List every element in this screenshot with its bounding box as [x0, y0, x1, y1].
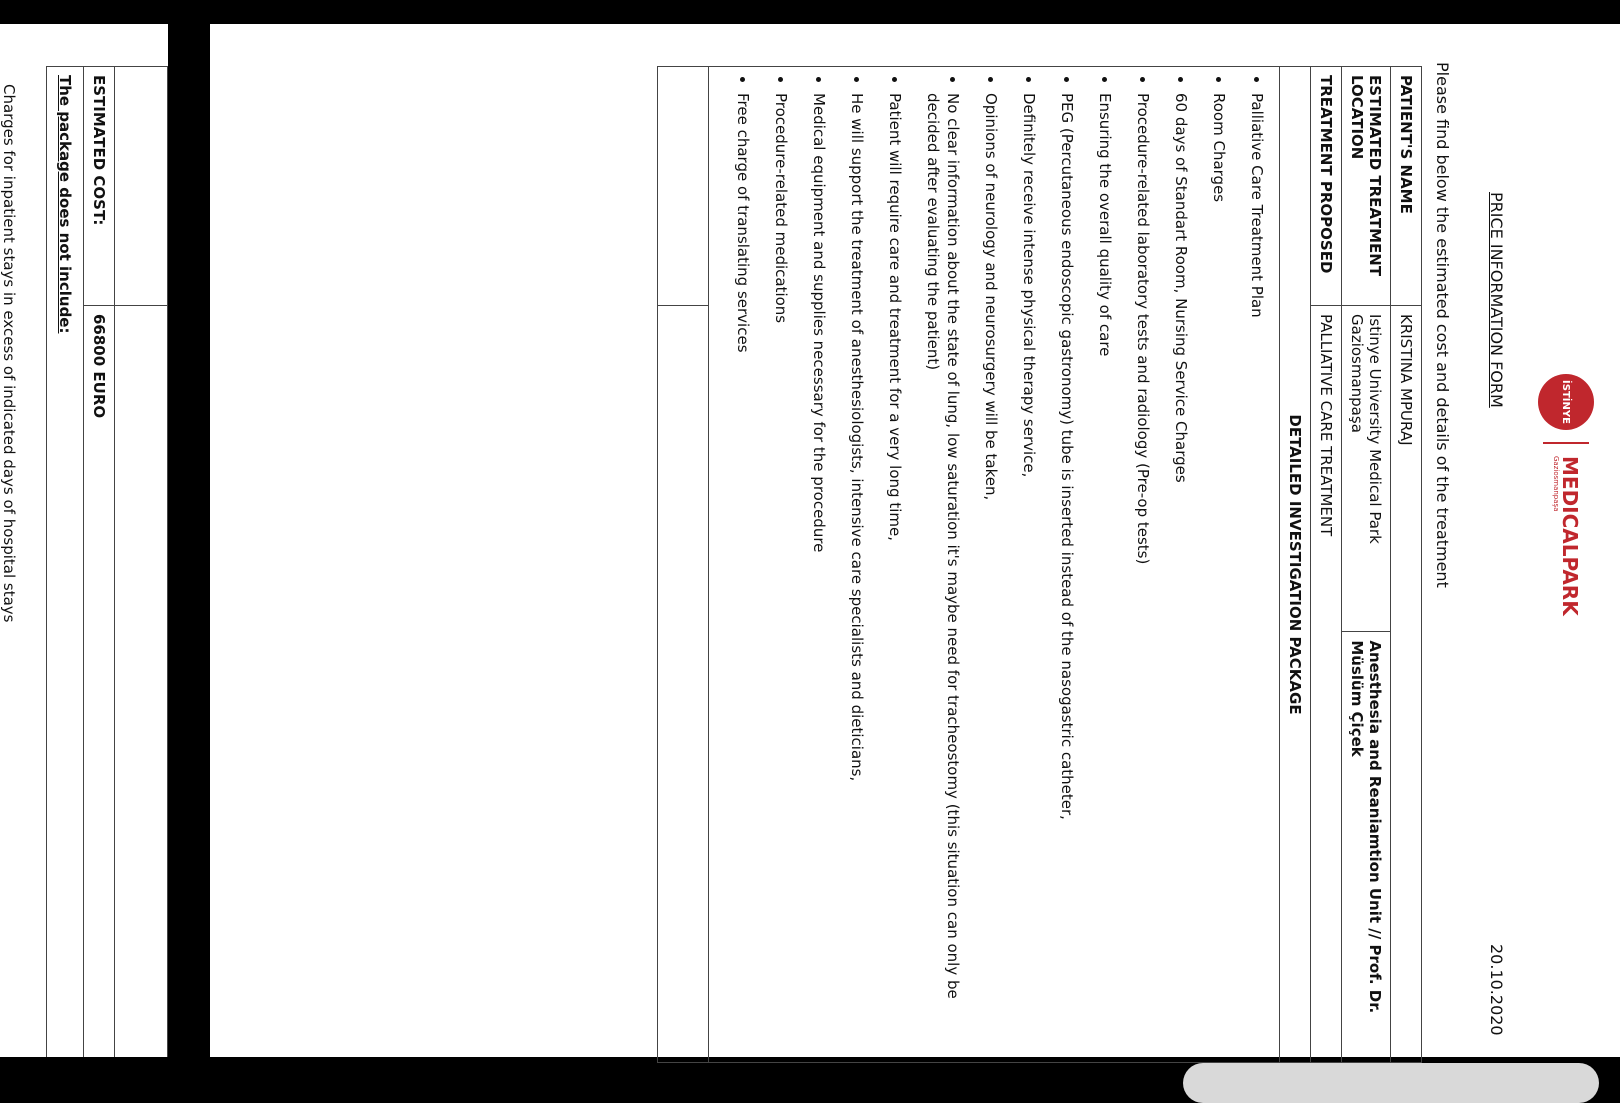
exclusions-title: The package does not include:: [56, 75, 74, 334]
document-page-1: [210, 24, 1620, 1057]
estimated-cost-value: 66800 EURO: [84, 306, 115, 1058]
package-items-cell: [709, 67, 1280, 1063]
package-item: • Procedure-related medications: [771, 93, 791, 1054]
intro-text: Please find below the estimated cost and details of the treatment: [1433, 62, 1452, 588]
package-item: • Procedure-related laboratory tests and radiology (Pre-op tests): [1133, 93, 1153, 1054]
form-title: PRICE INFORMATION FORM: [1487, 192, 1506, 408]
page-2-content: [0, 24, 168, 1057]
page-1-content: [210, 24, 1620, 1057]
package-item: • Free charge of translating services: [733, 93, 753, 1054]
patient-name-value: KRISTINA MPURAJ: [1391, 306, 1422, 1063]
treatment-label: TREATMENT PROPOSED: [1311, 67, 1342, 306]
package-item: • He will support the treatment of anesthesiologists, intensive care specialists and dieticians,: [847, 93, 867, 1054]
brand-subtitle: Gaziosmanpaşa: [1552, 456, 1560, 512]
package-item: • Opinions of neurology and neurosurgery will be taken,: [981, 93, 1001, 1054]
unit-value: Anesthesia and Reaniamtion Unit // Prof. Dr. Müslüm Çiçek: [1342, 632, 1391, 1063]
package-item: • Palliative Care Treatment Plan: [1247, 93, 1267, 1054]
location-label: ESTIMATED TREATMENT LOCATION: [1342, 67, 1391, 306]
package-item: • PEG (Percutaneous endoscopic gastronomy) tube is inserted instead of the nasogastric catheter,: [1057, 93, 1077, 1054]
treatment-row: [1311, 67, 1342, 1063]
form-date: 20.10.2020: [1487, 944, 1506, 1036]
package-item: • Ensuring the overall quality of care: [1095, 93, 1115, 1054]
exclusions-cell: [47, 67, 84, 1058]
patient-name-label: PATIENT'S NAME: [1391, 67, 1422, 306]
exclusion-item: Charges for inpatient stays in excess of indicated days of hospital stays: [0, 84, 18, 623]
treatment-value: PALLIATIVE CARE TREATMENT: [1311, 306, 1342, 1063]
cost-table: [46, 66, 168, 1057]
location-row: [1342, 67, 1391, 1063]
patient-row: [1391, 67, 1422, 1063]
package-item: • 60 days of Standart Room, Nursing Service Charges: [1171, 93, 1191, 1054]
empty-cell: [658, 67, 709, 306]
package-item: • Room Charges: [1209, 93, 1229, 1054]
exclusions-row: [47, 67, 84, 1058]
brand-name: MEDICALPARK: [1558, 456, 1582, 616]
estimated-cost-label: ESTIMATED COST:: [84, 67, 115, 306]
package-items-list: [733, 93, 1267, 1054]
logo-divider: [1543, 442, 1589, 444]
scroll-handle[interactable]: [1183, 1063, 1599, 1103]
empty-cell: [115, 67, 168, 306]
cost-spacer-row: [115, 67, 168, 1058]
package-title: DETAILED INVESTIGATION PACKAGE: [1280, 67, 1311, 1063]
package-item: • No clear information about the state of lung, low saturation it's maybe need for tracheostomy (this situation can only be decided after evaluating the patient): [923, 93, 963, 1054]
empty-cell: [115, 306, 168, 1058]
treatment-info-table: [657, 66, 1422, 1063]
package-header-row: [1280, 67, 1311, 1063]
empty-cell: [658, 306, 709, 1063]
empty-row: [658, 67, 709, 1063]
package-item: • Patient will require care and treatment for a very long time,: [885, 93, 905, 1054]
package-item: • Medical equipment and supplies necessary for the procedure: [809, 93, 829, 1054]
university-seal-icon: İSTİNYE: [1538, 374, 1594, 430]
hospital-logo: [1538, 374, 1594, 616]
estimated-cost-row: [84, 67, 115, 1058]
document-page-2: [0, 24, 168, 1057]
location-value: Istinye University Medical Park Gaziosmanpaşa: [1342, 306, 1391, 632]
package-items-row: [709, 67, 1280, 1063]
package-item: • Definitely receive intense physical therapy service,: [1019, 93, 1039, 1054]
